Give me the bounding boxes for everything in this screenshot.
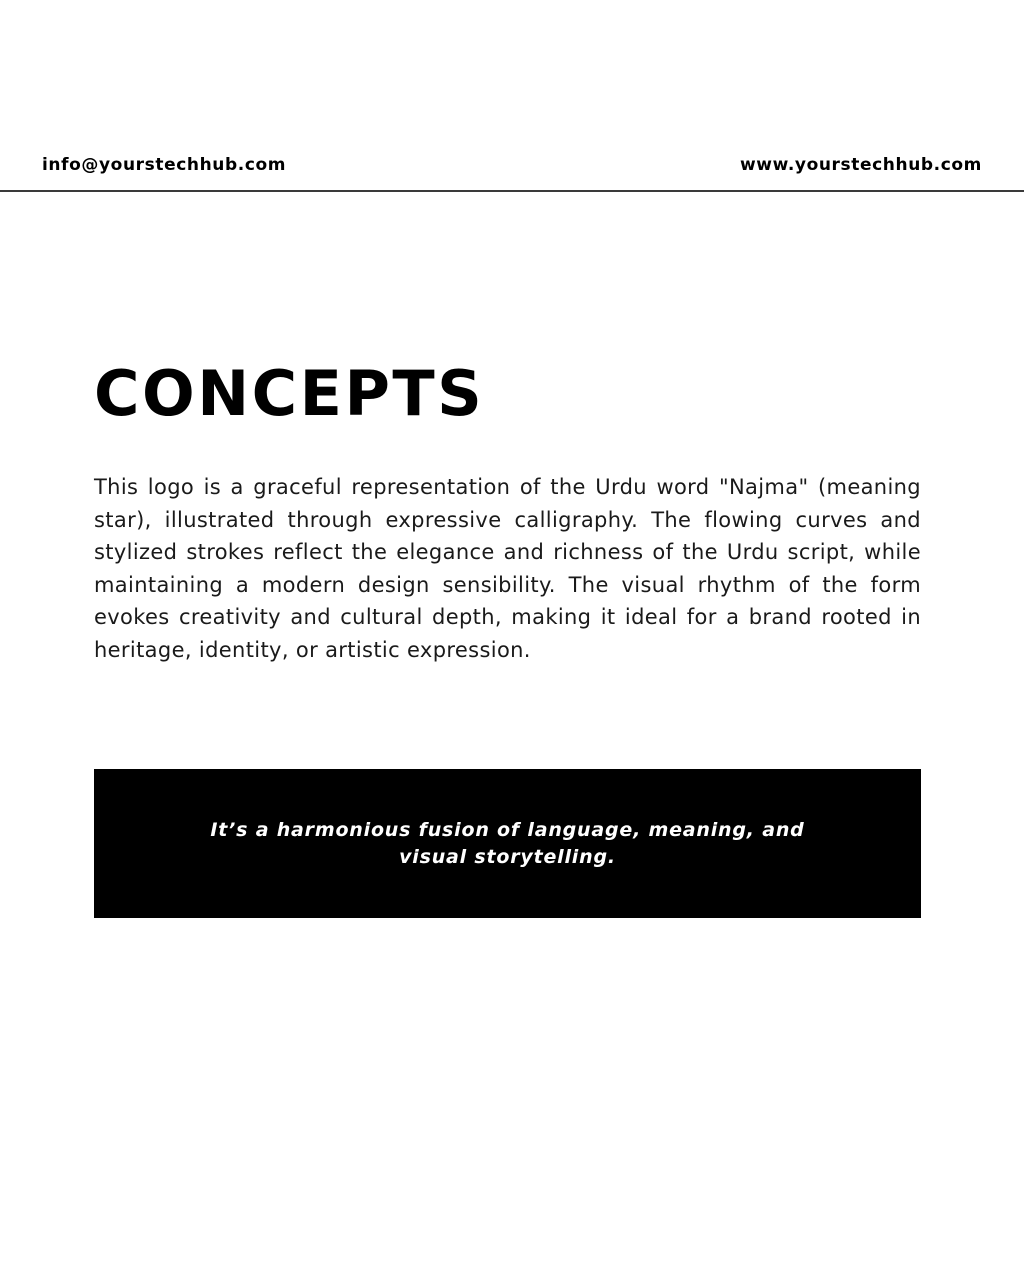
header-divider xyxy=(0,190,1024,192)
website-link[interactable]: www.yourstechhub.com xyxy=(740,155,982,175)
header-bar xyxy=(42,153,982,177)
callout-quote: It’s a harmonious fusion of language, meaning, and visual storytelling. xyxy=(210,818,805,868)
concept-description: This logo is a graceful representation of the Urdu word "Najma" (meaning star), illustrated through expressive calligraphy. The flowing curves and stylized strokes reflect the elegance and richness of the Urdu script, while maintaining a modern design sensibility. The visual rhythm of the form evokes creativity and cultural depth, making it ideal for a brand rooted in heritage, identity, or artistic expression. xyxy=(94,475,921,662)
callout-box xyxy=(94,769,921,918)
page-title: CONCEPTS xyxy=(94,357,485,430)
email-link[interactable]: info@yourstechhub.com xyxy=(42,155,287,175)
